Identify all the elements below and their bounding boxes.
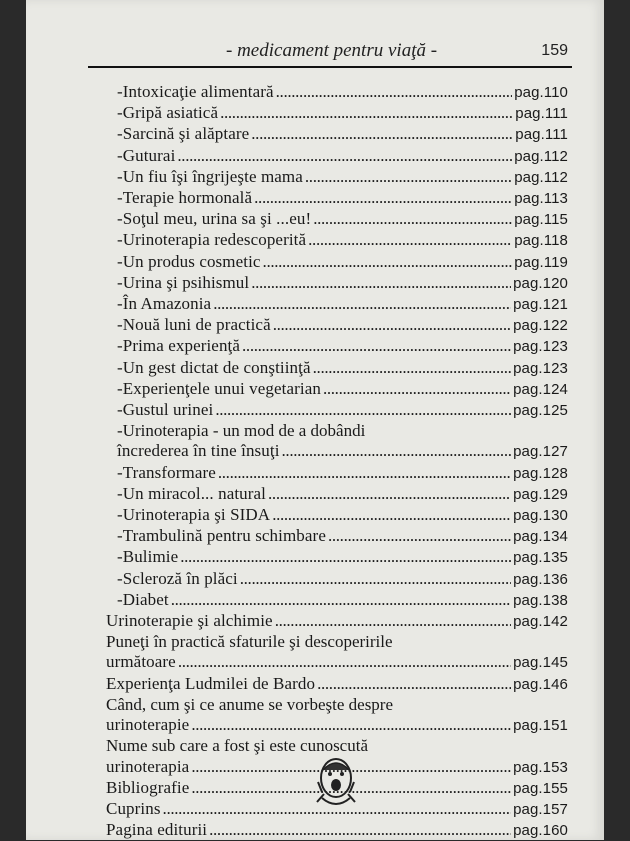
toc-entry-title: urinoterapie xyxy=(106,715,190,735)
dot-leader xyxy=(220,103,513,123)
header-rule xyxy=(88,66,572,68)
toc-entry-title: -Urinoterapia şi SIDA xyxy=(117,505,271,525)
toc-entry-title: -Gripă asiatică xyxy=(117,103,219,123)
toc-entry xyxy=(106,273,568,294)
dot-leader xyxy=(313,209,512,229)
toc-entry-page: pag.138 xyxy=(513,591,568,609)
toc-entry-title: Cuprins xyxy=(106,798,161,818)
toc-entry-page: pag.155 xyxy=(513,779,568,797)
toc-entry-page: pag.120 xyxy=(513,274,568,292)
dot-leader xyxy=(215,400,511,420)
dot-leader xyxy=(213,294,511,314)
dot-leader xyxy=(240,569,511,589)
page-header xyxy=(26,38,604,68)
toc-entry-title: -Bulimie xyxy=(117,547,179,567)
toc-entry-page: pag.146 xyxy=(513,675,568,693)
toc-entry-title: -Guturai xyxy=(117,145,176,165)
toc-entry-title: -Sarcină şi alăptare xyxy=(117,124,250,144)
dot-leader xyxy=(177,146,512,166)
toc-entry xyxy=(106,103,568,124)
dot-leader xyxy=(282,441,512,461)
toc-entry-title: -Prima experienţă xyxy=(117,336,241,356)
toc-entry xyxy=(106,674,568,695)
toc-entry-page: pag.111 xyxy=(515,126,568,144)
toc-entry-page: pag.160 xyxy=(513,822,568,840)
toc-entry xyxy=(106,652,568,673)
dot-leader xyxy=(251,273,511,293)
dot-leader xyxy=(268,484,511,504)
toc-entry xyxy=(106,484,568,505)
toc-entry-title: -Experienţele unui vegetarian xyxy=(117,378,321,398)
dot-leader xyxy=(254,188,512,208)
toc-entry xyxy=(106,167,568,188)
toc-entry xyxy=(106,611,568,632)
toc-entry-page: pag.112 xyxy=(514,168,568,186)
toc-entry-line1: -Urinoterapia - un mod de a dobândi xyxy=(117,421,366,441)
toc-entry xyxy=(106,379,568,400)
toc-entry xyxy=(106,400,568,421)
toc-entry xyxy=(106,82,568,103)
dot-leader xyxy=(180,547,511,567)
dot-leader xyxy=(273,315,511,335)
toc-entry-title: -Nouă luni de practică xyxy=(117,315,271,335)
toc-entry-page: pag.115 xyxy=(514,211,568,229)
toc-entry-page: pag.121 xyxy=(513,296,568,314)
toc-entry xyxy=(106,547,568,568)
book-page xyxy=(26,0,604,840)
dot-leader xyxy=(308,230,512,250)
dot-leader xyxy=(263,252,513,272)
toc-entry-page: pag.125 xyxy=(513,402,568,420)
toc-entry-page: pag.128 xyxy=(513,464,568,482)
toc-entry xyxy=(106,124,568,145)
toc-entry-title: -Scleroză în plăci xyxy=(117,568,238,588)
toc-entry-page: pag.153 xyxy=(513,758,568,776)
toc-entry xyxy=(106,252,568,273)
toc-entry-page: pag.136 xyxy=(513,570,568,588)
dot-leader xyxy=(191,715,511,735)
toc-entry-page: pag.122 xyxy=(513,317,568,335)
toc-entry-page: pag.135 xyxy=(513,549,568,567)
toc-entry-page: pag.123 xyxy=(513,359,568,377)
publisher-face-logo xyxy=(314,752,358,810)
toc-entry-title: Experienţa Ludmilei de Bardo xyxy=(106,673,316,693)
toc-entry-title: -Soţul meu, urina sa şi ...eu! xyxy=(117,209,312,229)
toc-entry-title: -Urinoterapia redescoperită xyxy=(117,230,307,250)
toc-entry xyxy=(106,336,568,357)
toc-entry xyxy=(106,590,568,611)
toc-entry-title: -Intoxicaţie alimentară xyxy=(117,82,274,101)
toc-entry-page: pag.110 xyxy=(514,84,568,101)
dot-leader xyxy=(328,526,511,546)
toc-entry-title: -Terapie hormonală xyxy=(117,188,253,208)
toc-entry-title: următoare xyxy=(106,652,176,672)
toc-entry-title: -Un fiu îşi îngrijeşte mama xyxy=(117,166,303,186)
toc-entry-title: -Un produs cosmetic xyxy=(117,251,261,271)
dot-leader xyxy=(323,379,511,399)
toc-entry-page: pag.124 xyxy=(513,380,568,398)
toc-entry-page: pag.151 xyxy=(513,717,568,735)
toc-entry xyxy=(106,715,568,736)
toc-entry-title: -Urina şi psihismul xyxy=(117,272,250,292)
toc-entry-page: pag.118 xyxy=(514,232,568,250)
toc-entry-title: Bibliografie xyxy=(106,777,190,797)
dot-leader xyxy=(275,611,511,631)
page-number: 159 xyxy=(541,42,568,59)
toc-entry-title: -Diabet xyxy=(117,589,169,609)
toc-entry-page: pag.142 xyxy=(513,613,568,631)
table-of-contents xyxy=(106,82,568,841)
dot-leader xyxy=(276,82,513,102)
toc-entry xyxy=(106,505,568,526)
dot-leader xyxy=(178,652,511,672)
dot-leader xyxy=(171,590,511,610)
toc-entry xyxy=(106,441,568,462)
toc-entry-page: pag.112 xyxy=(514,147,568,165)
toc-entry-page: pag.111 xyxy=(515,105,568,123)
toc-entry xyxy=(106,188,568,209)
dot-leader xyxy=(313,358,511,378)
toc-entry xyxy=(106,146,568,167)
toc-entry xyxy=(106,463,568,484)
toc-entry xyxy=(106,526,568,547)
toc-entry-title: -Un miracol... natural xyxy=(117,483,267,503)
dot-leader xyxy=(251,124,513,144)
toc-entry-page: pag.145 xyxy=(513,654,568,672)
toc-entry xyxy=(106,820,568,841)
dot-leader xyxy=(272,505,511,525)
dot-leader xyxy=(218,463,511,483)
toc-entry-title: încrederea în tine însuţi xyxy=(117,441,280,461)
toc-entry-title: -Un gest dictat de conştiinţă xyxy=(117,357,311,377)
dot-leader xyxy=(209,820,511,840)
toc-entry-page: pag.134 xyxy=(513,528,568,546)
toc-entry xyxy=(106,294,568,315)
toc-entry-page: pag.157 xyxy=(513,800,568,818)
toc-entry-line1: Când, cum şi ce anume se vorbeşte despre xyxy=(106,694,394,714)
toc-entry-title: -Gustul urinei xyxy=(117,400,214,420)
toc-entry-title: urinoterapia xyxy=(106,756,190,776)
toc-entry-page: pag.127 xyxy=(513,443,568,461)
toc-entry xyxy=(106,209,568,230)
toc-entry-title: -Transformare xyxy=(117,462,216,482)
toc-entry-title: Pagina editurii xyxy=(106,820,208,840)
toc-entry-title: -Trambulină pentru schimbare xyxy=(117,526,326,546)
dot-leader xyxy=(305,167,512,187)
toc-entry-page: pag.129 xyxy=(513,485,568,503)
toc-entry xyxy=(106,569,568,590)
toc-entry-line1: Puneţi în practică sfaturile şi descoperirile xyxy=(106,632,393,652)
toc-entry-title: Urinoterapie şi alchimie xyxy=(106,611,273,631)
running-title: - medicament pentru viaţă - xyxy=(226,40,438,61)
toc-entry xyxy=(106,230,568,251)
toc-entry xyxy=(106,358,568,379)
toc-entry-page: pag.130 xyxy=(513,507,568,525)
toc-entry-title: -În Amazonia xyxy=(117,294,212,314)
toc-entry-page: pag.113 xyxy=(514,190,568,208)
dot-leader xyxy=(242,336,511,356)
toc-entry-line1: Nume sub care a fost şi este cunoscută xyxy=(106,736,368,756)
toc-entry-page: pag.119 xyxy=(514,253,568,271)
dot-leader xyxy=(317,674,511,694)
toc-entry xyxy=(106,315,568,336)
toc-entry-page: pag.123 xyxy=(513,338,568,356)
